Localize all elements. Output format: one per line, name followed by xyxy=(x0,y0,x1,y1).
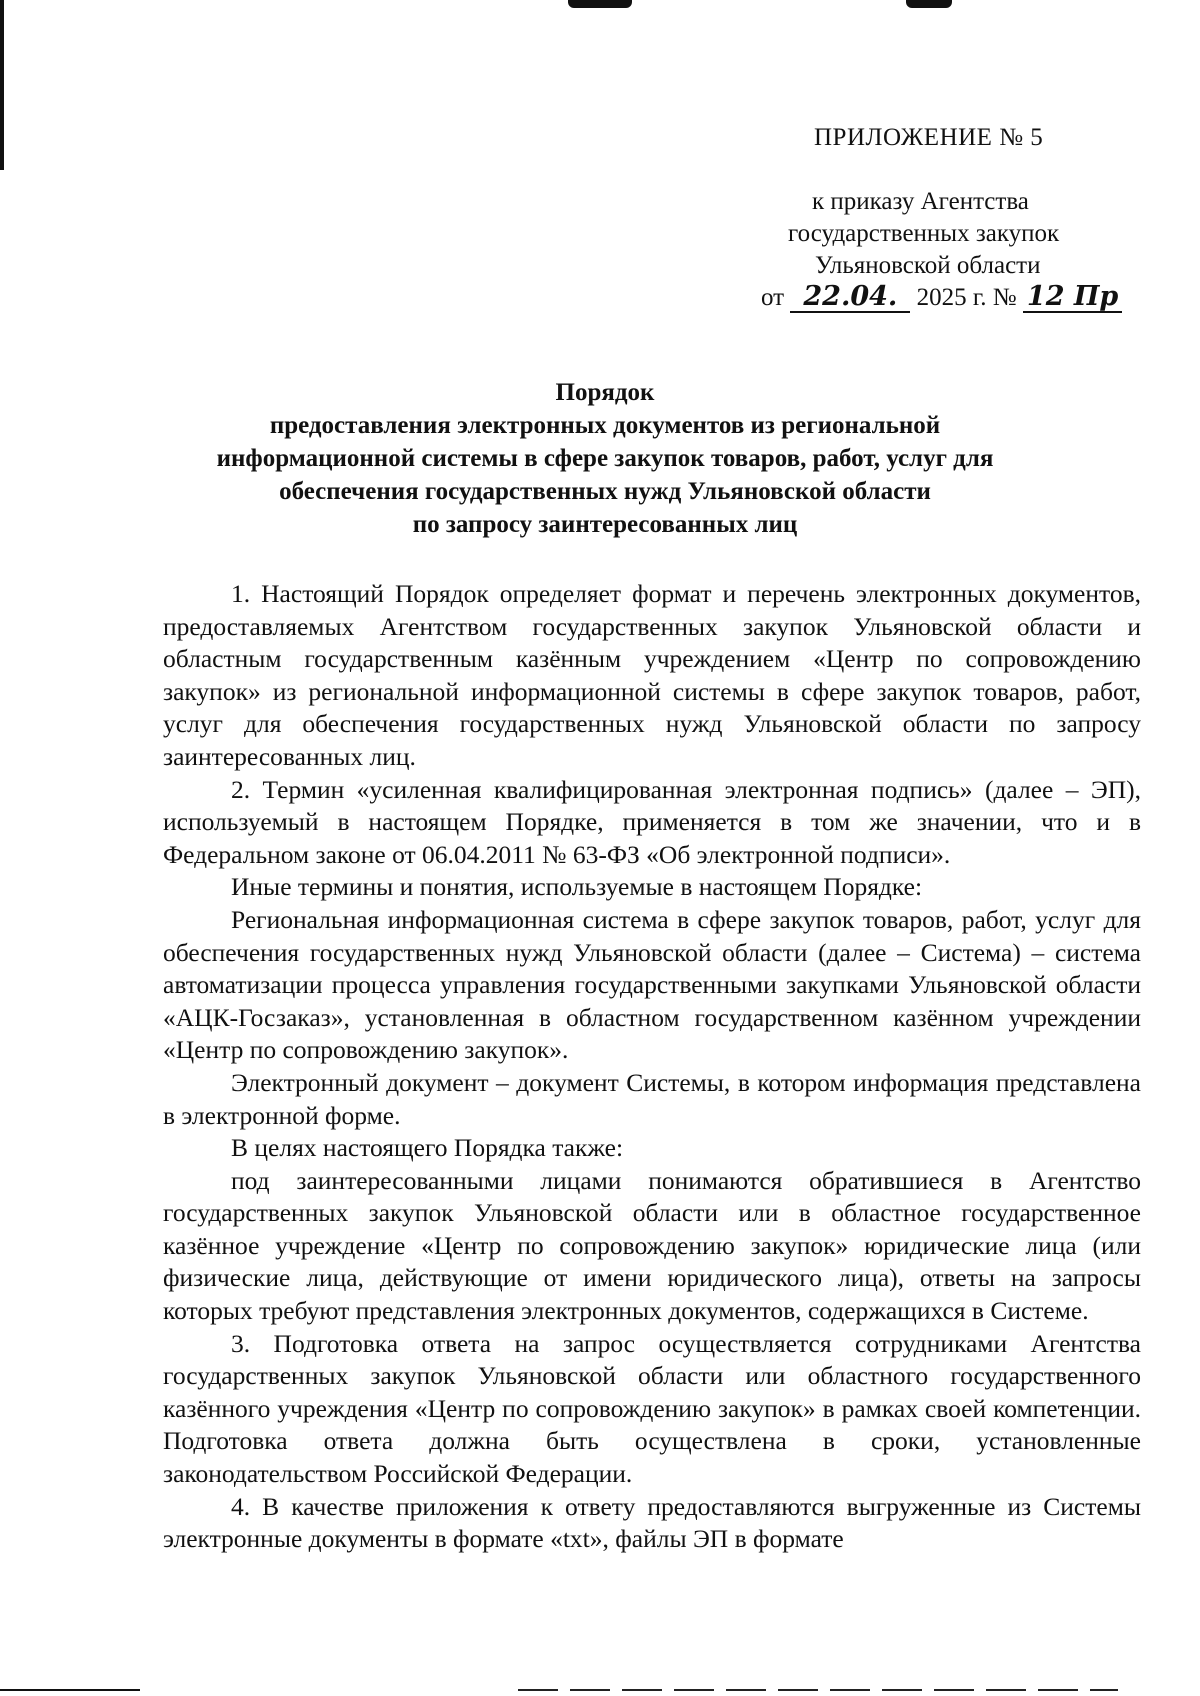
scan-edge-mark xyxy=(0,0,4,170)
paragraph: 2. Термин «усиленная квалифицированная электронная подпись» (далее – ЭП), используемый в настоящем Порядке, применяется в том же значении, что и в Федеральном законе от 06.04.2011 № 63-ФЗ «Об электронной подписи». xyxy=(163,774,1141,869)
scan-top-mark xyxy=(906,0,952,8)
document-title xyxy=(150,376,1060,541)
title-line: информационной системы в сфере закупок товаров, работ, услуг для xyxy=(216,445,994,472)
scan-top-mark xyxy=(568,0,632,8)
order-reference-line: Ульяновской области xyxy=(815,252,1041,279)
document-body xyxy=(163,578,1141,1556)
order-reference-line: к приказу Агентства xyxy=(812,188,1029,215)
paragraph: 1. Настоящий Порядок определяет формат и перечень электронных документов, предоставляемых Агентством государственных закупок Ульяновской области и областным государственным казённым учреждением «Центр по сопровождению закупок» из региональной информационной системы в сфере закупок товаров, работ, услуг для обеспечения государственных нужд Ульяновской области по запросу заинтересованных лиц. xyxy=(163,579,1141,771)
appendix-title: ПРИЛОЖЕНИЕ № 5 xyxy=(814,124,1044,151)
title-line: обеспечения государственных нужд Ульяновской области xyxy=(279,478,931,505)
paragraph: 4. В качестве приложения к ответу предоставляются выгруженные из Системы электронные документы в формате «txt», файлы ЭП в формате xyxy=(163,1491,1141,1554)
date-year: 2025 г. № xyxy=(916,284,1017,311)
paragraph: под заинтересованными лицами понимаются обратившиеся в Агентство государственных закупок Ульяновской области или в областное государственное казённое учреждение «Центр по сопровождению закупок» юридические лица (или физические лица, действующие от имени юридического лица), ответы на запросы которых требуют представления электронных документов, содержащихся в Системе. xyxy=(163,1165,1141,1326)
date-prefix: от xyxy=(761,284,785,311)
scan-bottom-line xyxy=(518,1689,1118,1691)
order-date-line xyxy=(761,282,1150,314)
handwritten-order-number: 12 Пр xyxy=(1023,283,1122,313)
title-line: по запросу заинтересованных лиц xyxy=(412,511,798,538)
paragraph: 3. Подготовка ответа на запрос осуществляется сотрудниками Агентства государственных закупок Ульяновской области или областного государственного казённого учреждения «Центр по сопровождению закупок» в рамках своей компетенции. Подготовка ответа должна быть осуществлена в сроки, установленные законодательством Российской Федерации. xyxy=(163,1328,1141,1489)
title-line: предоставления электронных документов из региональной xyxy=(269,412,941,439)
order-reference xyxy=(761,186,1150,314)
scan-bottom-line xyxy=(0,1689,140,1691)
title-line: Порядок xyxy=(555,379,655,406)
paragraph: Иные термины и понятия, используемые в настоящем Порядке: xyxy=(231,872,923,902)
paragraph: Региональная информационная система в сфере закупок товаров, работ, услуг для обеспечения государственных нужд Ульяновской области (далее – Система) – система автоматизации процесса управления государственными закупками Ульяновской области «АЦК-Госзаказ», установленная в областном государственном казённом учреждении «Центр по сопровождению закупок». xyxy=(163,904,1141,1065)
paragraph: Электронный документ – документ Системы, в котором информация представлена в электронной форме. xyxy=(163,1067,1141,1130)
order-reference-line: государственных закупок xyxy=(788,220,1060,247)
paragraph: В целях настоящего Порядка также: xyxy=(231,1133,624,1163)
handwritten-date: 22.04. xyxy=(790,283,910,313)
